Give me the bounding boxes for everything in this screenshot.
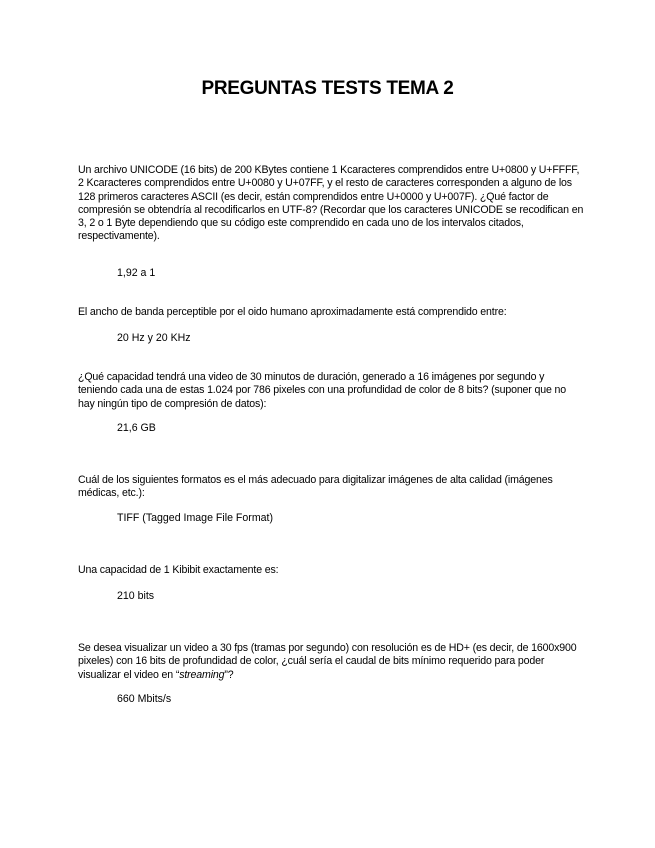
answer-6: 660 Mbits/s bbox=[117, 693, 172, 705]
question-5: Una capacidad de 1 Kibibit exactamente es: bbox=[78, 564, 279, 576]
question-4: Cuál de los siguientes formatos es el más adecuado para digitalizar imágenes de alta calidad (imágenes médicas, etc.): bbox=[78, 474, 553, 500]
question-6 bbox=[78, 642, 584, 682]
answer-4: TIFF (Tagged Image File Format) bbox=[117, 512, 274, 524]
question-6-text: Se desea visualizar un video a 30 fps (tramas por segundo) con resolución es de HD+ (es decir, de 1600x900 pixeles) con 16 bits de profundidad de color, ¿cuál sería el caudal de bits mínimo requerido para poder visualizar el video en “ bbox=[78, 642, 577, 681]
answer-3: 21,6 GB bbox=[117, 422, 156, 434]
question-1: Un archivo UNICODE (16 bits) de 200 KBytes contiene 1 Kcaracteres comprendidos entre U+0800 y U+FFFF, 2 Kcaracteres comprendidos entre U+0080 y U+07FF, y el resto de caracteres corresponden a alguno de los 128 primeros caracteres ASCII (es decir, están comprendidos entre U+0000 y U+007F). ¿Qué factor de compresión se obtendría al recodificarlos en UTF-8? (Recordar que los caracteres UNICODE se recodifican en 3, 2 o 1 Byte dependiendo que su código este comprendido en cada uno de los intervalos citados, respectivamente). bbox=[78, 164, 584, 243]
page-title: PREGUNTAS TESTS TEMA 2 bbox=[201, 78, 454, 99]
question-3: ¿Qué capacidad tendrá una video de 30 minutos de duración, generado a 16 imágenes por segundo y teniendo cada una de estas 1.024 por 786 pixeles con una profundidad de color de 8 bits? (suponer que no hay ningún tipo de compresión de datos): bbox=[78, 371, 566, 410]
question-2: El ancho de banda perceptible por el oido humano aproximadamente está comprendido entre: bbox=[78, 306, 507, 318]
question-6-italic: streaming bbox=[179, 668, 225, 681]
answer-1: 1,92 a 1 bbox=[117, 267, 156, 279]
question-6-text-end: ”? bbox=[224, 668, 234, 681]
answer-5: 210 bits bbox=[117, 590, 155, 602]
answer-2: 20 Hz y 20 KHz bbox=[117, 332, 191, 344]
